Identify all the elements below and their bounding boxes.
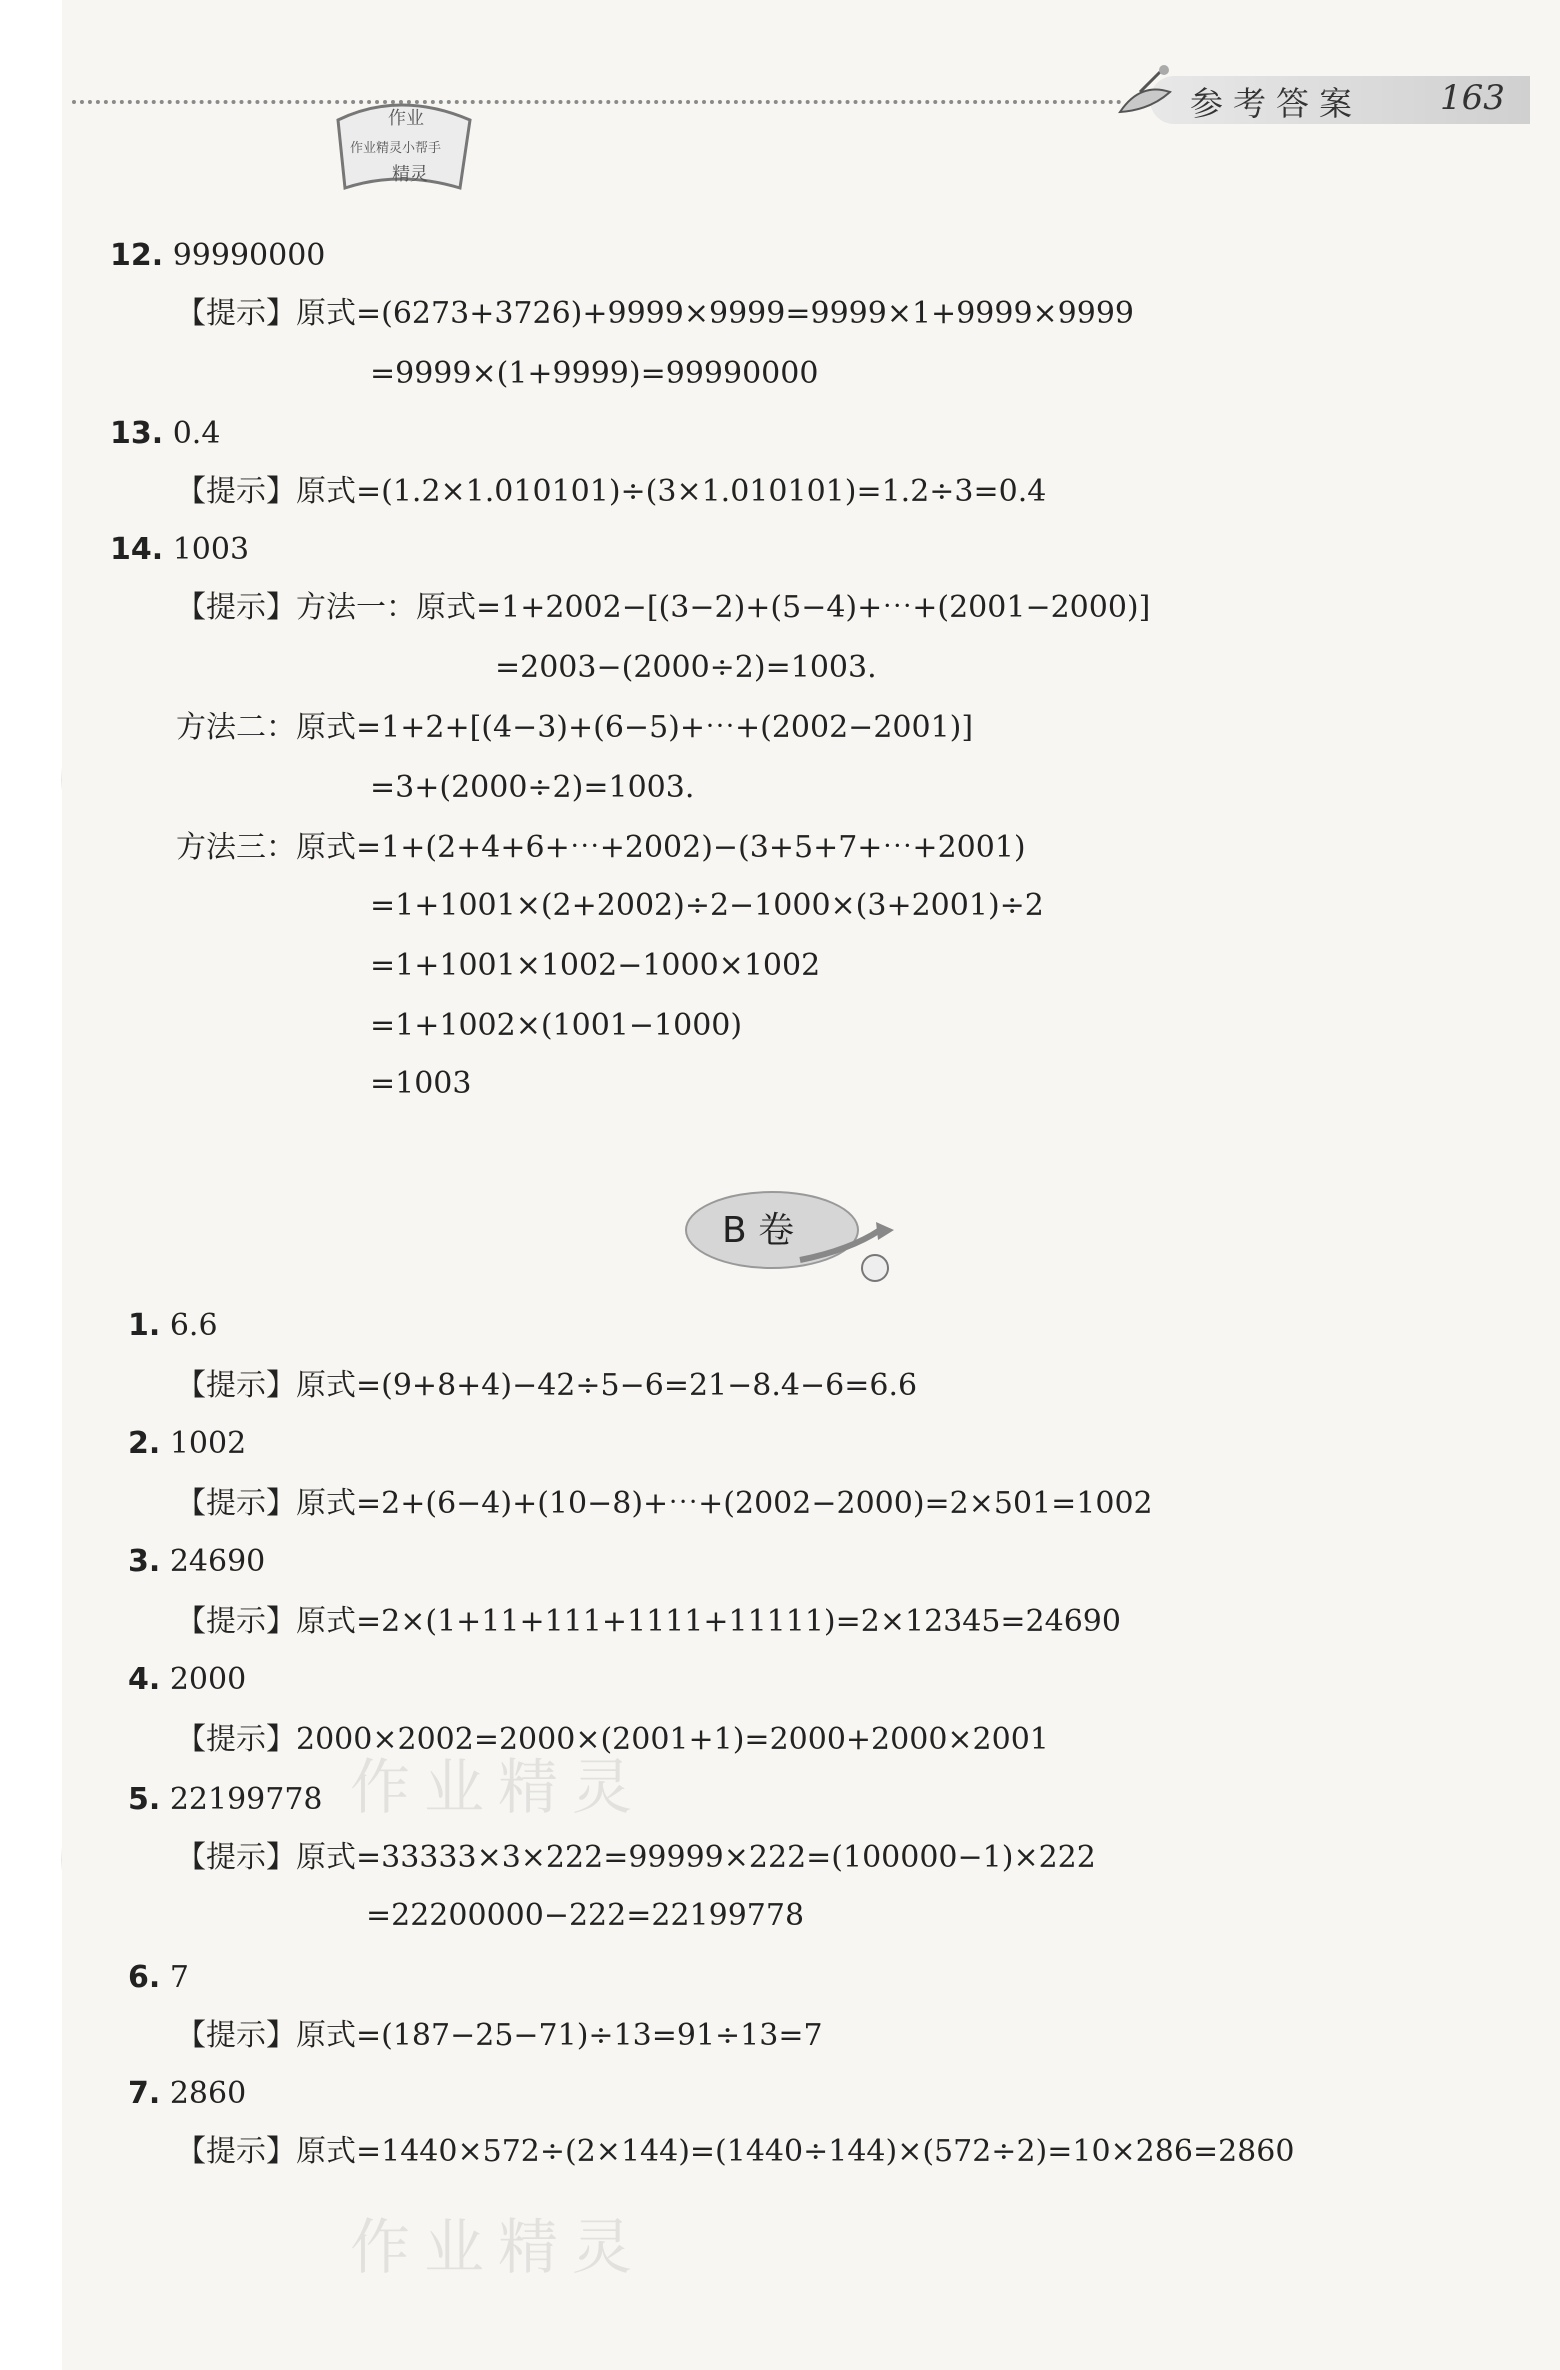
header-title: 参考答案	[1190, 84, 1362, 123]
answer-value: 22199778	[169, 1782, 323, 1817]
hint-text: 【提示】原式=33333×3×222=99999×222=(100000−1)×222	[176, 1840, 1096, 1875]
hint-text: =22200000−222=22199778	[366, 1898, 805, 1933]
watermark-1: 作业精灵	[350, 1753, 646, 1823]
hint-line	[176, 590, 1150, 626]
leaf-pencil-icon	[1110, 62, 1190, 128]
hint-line	[176, 2018, 823, 2054]
item-number: 6.	[128, 1960, 161, 1995]
hint-line	[176, 1840, 1096, 1876]
answer-value: 1002	[169, 1426, 247, 1461]
hint-text: =1+1001×(2+2002)÷2−1000×(3+2001)÷2	[370, 888, 1044, 923]
answer-value: 99990000	[172, 238, 326, 273]
item-number: 12.	[110, 238, 164, 273]
answer-item-line	[128, 1544, 265, 1580]
stamp-text-top: 作业	[388, 108, 424, 129]
hint-text: 方法二：原式=1+2+[(4−3)+(6−5)+⋯+(2002−2001)]	[176, 710, 974, 745]
hint-text: =1+1002×(1001−1000)	[370, 1008, 743, 1043]
hint-line	[370, 356, 818, 392]
hint-line	[370, 1008, 742, 1044]
hint-line	[176, 474, 1046, 510]
answer-value: 0.4	[172, 416, 221, 451]
hint-text: =1003	[370, 1066, 472, 1101]
item-number: 7.	[128, 2076, 161, 2111]
hint-line	[176, 830, 1026, 866]
item-number: 3.	[128, 1544, 161, 1579]
hint-text: 方法三：原式=1+(2+4+6+⋯+2002)−(3+5+7+⋯+2001)	[176, 830, 1026, 865]
item-number: 2.	[128, 1426, 161, 1461]
hint-line	[370, 948, 820, 984]
hint-line	[176, 2134, 1294, 2170]
hint-text: =2003−(2000÷2)=1003.	[495, 650, 877, 685]
hint-line	[176, 296, 1134, 332]
section-b-badge	[680, 1180, 910, 1290]
hint-text: 【提示】原式=2×(1+11+111+1111+11111)=2×12345=24690	[176, 1604, 1121, 1639]
answer-value: 2860	[169, 2076, 247, 2111]
section-b-label: B 卷	[722, 1210, 795, 1251]
answer-value: 7	[169, 1960, 189, 1995]
hint-text: 【提示】方法一：原式=1+2002−[(3−2)+(5−4)+⋯+(2001−2000)]	[176, 590, 1151, 625]
answer-value: 24690	[169, 1544, 266, 1579]
header-dotted-rule	[72, 100, 1122, 104]
page-number: 163	[1440, 78, 1505, 118]
hint-text: 【提示】原式=(9+8+4)−42÷5−6=21−8.4−6=6.6	[176, 1368, 918, 1403]
answer-item-line	[128, 1662, 246, 1698]
hint-line	[370, 770, 694, 806]
answer-item-line	[128, 1782, 323, 1818]
stamp-text-bottom: 精灵	[392, 164, 428, 185]
watermark-2: 作业精灵	[350, 2213, 646, 2283]
hint-text: 【提示】原式=(1.2×1.010101)÷(3×1.010101)=1.2÷3=0.4	[176, 474, 1047, 509]
item-number: 5.	[128, 1782, 161, 1817]
item-number: 1.	[128, 1308, 161, 1343]
stamp-text-mid: 作业精灵小帮手	[350, 141, 442, 156]
hint-text: 【提示】2000×2002=2000×(2001+1)=2000+2000×2001	[176, 1722, 1049, 1757]
hint-line	[176, 710, 973, 746]
homework-stamp-logo	[330, 80, 480, 200]
hint-line	[366, 1898, 804, 1934]
answer-value: 6.6	[169, 1308, 218, 1343]
hint-line	[176, 1368, 917, 1404]
hint-text: 【提示】原式=1440×572÷(2×144)=(1440÷144)×(572÷2)=10×286=2860	[176, 2134, 1295, 2169]
hint-line	[495, 650, 877, 686]
answer-item-line	[128, 2076, 246, 2112]
hint-text: 【提示】原式=(6273+3726)+9999×9999=9999×1+9999×9999	[176, 296, 1135, 331]
page-header	[1110, 62, 1530, 128]
hint-line	[176, 1486, 1153, 1522]
hint-text: =3+(2000÷2)=1003.	[370, 770, 695, 805]
answer-item-line	[110, 416, 220, 452]
answer-item-line	[128, 1308, 218, 1344]
answer-item-line	[110, 532, 249, 568]
item-number: 14.	[110, 532, 164, 567]
answer-value: 1003	[172, 532, 250, 567]
hint-text: 【提示】原式=2+(6−4)+(10−8)+⋯+(2002−2000)=2×501=1002	[176, 1486, 1153, 1521]
answer-item-line	[128, 1960, 189, 1996]
hint-line	[176, 1604, 1121, 1640]
hint-line	[370, 888, 1044, 924]
answer-item-line	[128, 1426, 246, 1462]
item-number: 13.	[110, 416, 164, 451]
hint-text: =9999×(1+9999)=99990000	[370, 356, 819, 391]
hint-text: =1+1001×1002−1000×1002	[370, 948, 821, 983]
answer-value: 2000	[169, 1662, 247, 1697]
hint-line	[370, 1066, 471, 1102]
hint-text: 【提示】原式=(187−25−71)÷13=91÷13=7	[176, 2018, 823, 2053]
answer-item-line	[110, 238, 325, 274]
item-number: 4.	[128, 1662, 161, 1697]
